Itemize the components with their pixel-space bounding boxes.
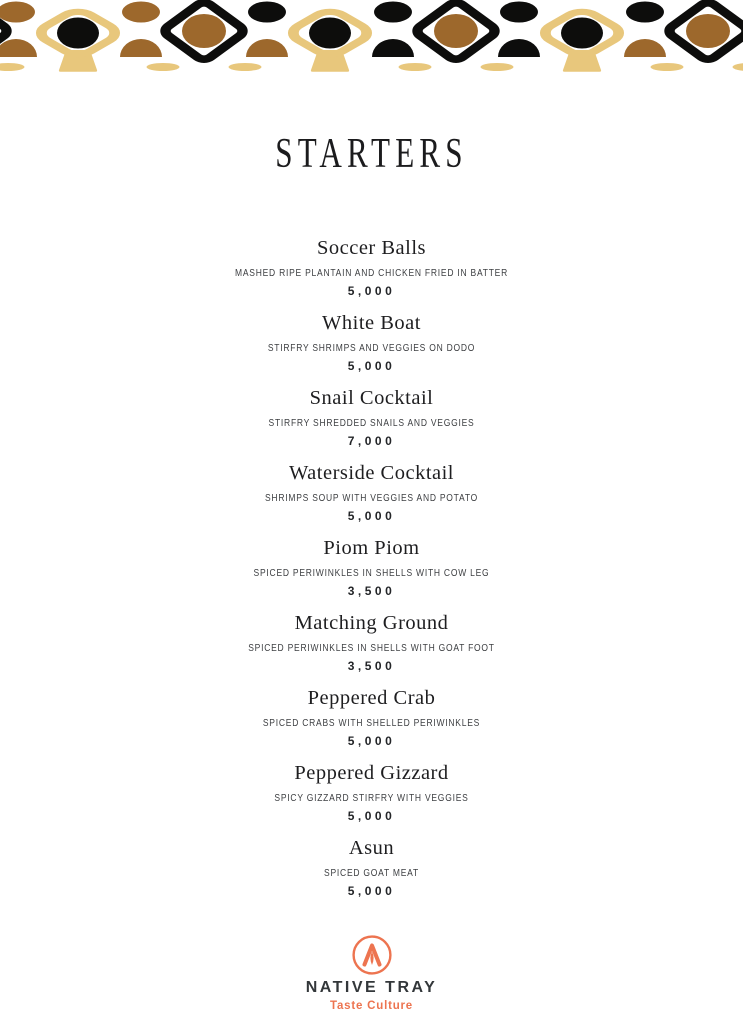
menu-item [0,611,743,673]
menu-item [0,236,743,298]
menu-item-name: Peppered Crab [307,687,436,709]
brand-footer [0,934,743,1012]
menu-item-description: SPICED GOAT MEAT [324,868,419,879]
menu-items-list [0,236,743,898]
menu-item [0,461,743,523]
native-tray-logo-icon [351,934,393,976]
menu-item-price: 3,500 [347,659,396,673]
menu-item-name: White Boat [322,312,421,334]
menu-item-name: Snail Cocktail [309,387,434,409]
menu-item-description: SPICED CRABS WITH SHELLED PERIWINKLES [262,718,481,729]
menu-item-description: MASHED RIPE PLANTAIN AND CHICKEN FRIED IN BATTER [234,268,509,279]
menu-item-price: 5,000 [347,809,396,823]
menu-item-price: 5,000 [347,359,396,373]
menu-item-description: SHRIMPS SOUP WITH VEGGIES AND POTATO [264,493,479,504]
menu-item [0,536,743,598]
menu-item-description: STIRFRY SHRIMPS AND VEGGIES ON DODO [267,343,476,354]
menu-item-price: 5,000 [347,509,396,523]
brand-name: NATIVE TRAY [305,979,438,996]
menu-item [0,836,743,898]
menu-item [0,761,743,823]
brand-tagline: Taste Culture [329,1000,414,1012]
menu-item [0,311,743,373]
menu-item-price: 5,000 [347,734,396,748]
menu-item-name: Peppered Gizzard [294,762,449,784]
section-title: STARTERS [275,131,468,177]
menu-item-description: SPICED PERIWINKLES IN SHELLS WITH COW LEG [253,568,490,579]
menu-item-name: Waterside Cocktail [288,462,455,484]
menu-item-name: Soccer Balls [316,237,427,259]
menu-item-name: Matching Ground [294,612,449,634]
menu-item-price: 5,000 [347,884,396,898]
menu-item [0,386,743,448]
menu-item-price: 7,000 [347,434,396,448]
menu-item-description: SPICED PERIWINKLES IN SHELLS WITH GOAT FOOT [248,643,495,654]
menu-item-price: 3,500 [347,584,396,598]
menu-item-name: Piom Piom [323,537,420,559]
tribal-pattern-banner [0,0,743,80]
menu-item-price: 5,000 [347,284,396,298]
menu-item [0,686,743,748]
menu-item-description: STIRFRY SHREDDED SNAILS AND VEGGIES [268,418,475,429]
menu-item-description: SPICY GIZZARD STIRFRY WITH VEGGIES [274,793,469,804]
menu-item-name: Asun [348,837,395,859]
